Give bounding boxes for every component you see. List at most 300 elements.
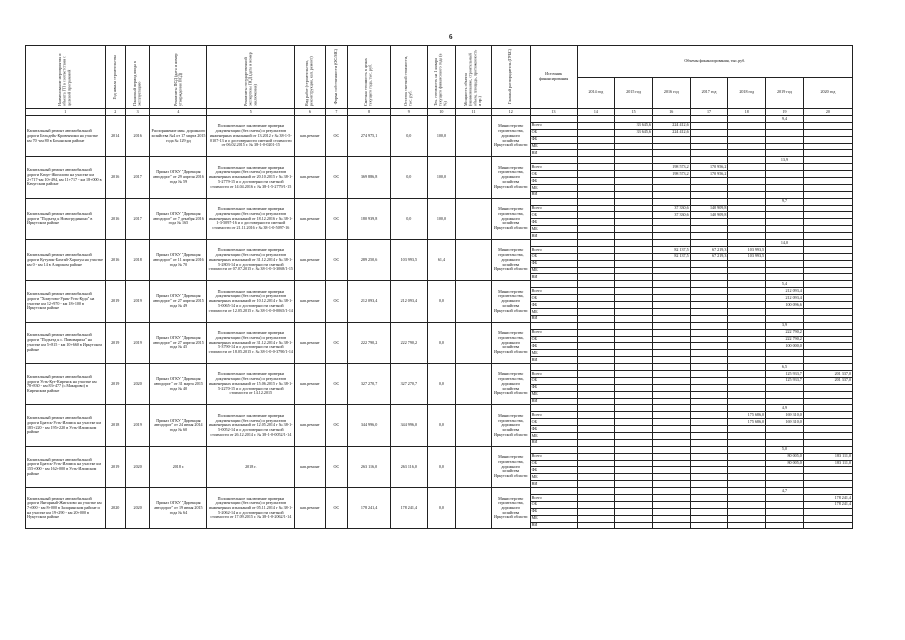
- funding-value: 183 111,0: [803, 460, 852, 467]
- expertise-details: Положительное заключение проверки документации (без сметы) и результатов инженерных изысканий от 10.12.2014 г № 38-1-5-0065-14 и о достоверности сметной стоимости от 12.05.2015 г. № 38-1-0-0-0065/1-14: [207, 281, 295, 322]
- funding-value: [728, 398, 766, 405]
- empty-cell: [690, 240, 728, 247]
- funding-source: МБ: [530, 184, 577, 191]
- funding-source: Всего: [530, 329, 577, 336]
- funding-value: [615, 260, 653, 267]
- funding-value: [615, 432, 653, 439]
- funding-value: [803, 178, 852, 185]
- funding-value: [615, 219, 653, 226]
- estimated-cost: 369 886,8: [348, 157, 391, 198]
- funding-value: 201 337,0: [803, 370, 852, 377]
- funding-source: ВИ: [530, 150, 577, 157]
- funding-value: [652, 178, 690, 185]
- remaining-cost: 263 116,0: [390, 446, 427, 487]
- funding-value: [690, 226, 728, 233]
- commission-year: 2016: [125, 116, 149, 157]
- funding-value: [766, 501, 804, 508]
- column-number: 20: [803, 109, 852, 116]
- readiness-percent: 0,0: [427, 488, 456, 529]
- readiness-percent: 100,0: [427, 116, 456, 157]
- funding-value: [766, 432, 804, 439]
- psd-details: 2018 г.: [150, 446, 207, 487]
- empty-cell: [577, 157, 615, 164]
- remaining-cost: 103 993,5: [390, 240, 427, 281]
- expertise-details: Положительное заключение проверки документации (без сметы) и результатов инженерных изысканий от 31.12.2014 г № 38-1-5-3790-14 и о достоверности сметной стоимости от 18.05.2015 г. № 38-1-0-0-3790/1-14: [207, 322, 295, 363]
- funding-value: [577, 219, 615, 226]
- source-spacer: [530, 157, 577, 164]
- header-ownership: Форма собственности (ОС/МС): [325, 46, 347, 109]
- funding-value: [728, 508, 766, 515]
- funding-value: [803, 136, 852, 143]
- ownership: ОС: [325, 157, 347, 198]
- source-spacer: [530, 116, 577, 123]
- funding-value: 103 993,5: [728, 253, 766, 260]
- commission-year: 2017: [125, 198, 149, 239]
- funding-value: [652, 481, 690, 488]
- funding-source: ВИ: [530, 522, 577, 529]
- funding-value: [615, 501, 653, 508]
- source-spacer: [530, 405, 577, 412]
- source-spacer: [530, 240, 577, 247]
- source-spacer: [530, 364, 577, 371]
- funding-value: [690, 384, 728, 391]
- estimated-cost: 344 996,0: [348, 405, 391, 446]
- funding-value: [615, 295, 653, 302]
- header-year: 2019 год: [766, 77, 804, 109]
- funding-value: [766, 233, 804, 240]
- table-row: [26, 157, 853, 164]
- funding-value: [615, 522, 653, 529]
- capacity: [456, 405, 492, 446]
- funding-value: 82 137,5: [652, 246, 690, 253]
- length-km: 5,0: [766, 446, 804, 453]
- funding-value: 170 956,2: [690, 171, 728, 178]
- header-grbs: Главный распорядитель (ГРБС): [491, 46, 530, 109]
- funding-value: [652, 398, 690, 405]
- start-year: 2019: [105, 364, 125, 405]
- funding-value: [728, 308, 766, 315]
- funding-value: [728, 515, 766, 522]
- funding-value: [690, 377, 728, 384]
- funding-value: [728, 384, 766, 391]
- funding-source: МБ: [530, 474, 577, 481]
- table-row: [26, 281, 853, 288]
- expertise-details: Положительное заключение проверки документации (без сметы) и результатов инженерных изысканий от 20.10.2015 г № 38-1-5-2779-15 и о достоверности сметной стоимости от 14.04.2016 г. № 38-1-5-2779/1-15: [207, 157, 295, 198]
- grbs: Министерство строительства, дорожного хозяйства Иркутской области: [491, 322, 530, 363]
- funding-value: [577, 226, 615, 233]
- funding-value: [690, 136, 728, 143]
- table-row: [26, 405, 853, 412]
- length-km: 4,9: [766, 405, 804, 412]
- funding-source: ВИ: [530, 357, 577, 364]
- funding-source: Всего: [530, 246, 577, 253]
- column-number: 4: [150, 109, 207, 116]
- funding-value: [690, 481, 728, 488]
- funding-value: [577, 253, 615, 260]
- empty-cell: [577, 405, 615, 412]
- funding-value: [690, 391, 728, 398]
- funding-value: [652, 460, 690, 467]
- funding-value: [766, 384, 804, 391]
- funding-value: 183 111,0: [803, 453, 852, 460]
- funding-value: [728, 432, 766, 439]
- empty-cell: [803, 281, 852, 288]
- funding-value: [766, 164, 804, 171]
- object-name: Капитальный ремонт автомобильной дороги Братск-Усть-Илимск на участке км 185+220 - км 195+220 в Усть-Илимском районе: [26, 405, 106, 446]
- empty-cell: [652, 405, 690, 412]
- funding-value: [652, 302, 690, 309]
- funding-source: ВИ: [530, 481, 577, 488]
- grbs: Министерство строительства, дорожного хозяйства Иркутской области: [491, 281, 530, 322]
- funding-value: [803, 171, 852, 178]
- work-type: кап.ремонт: [295, 157, 326, 198]
- funding-value: [652, 343, 690, 350]
- funding-value: [690, 308, 728, 315]
- length-km: 5,4: [766, 281, 804, 288]
- estimated-cost: 180 939,8: [348, 198, 391, 239]
- funding-value: [652, 267, 690, 274]
- estimated-cost: 289 250,6: [348, 240, 391, 281]
- table-row: [26, 198, 853, 205]
- empty-cell: [803, 405, 852, 412]
- column-number: 17: [690, 109, 728, 116]
- funding-value: [652, 184, 690, 191]
- empty-cell: [652, 198, 690, 205]
- column-number: 8: [348, 109, 391, 116]
- funding-value: [615, 274, 653, 281]
- funding-source: ВИ: [530, 315, 577, 322]
- funding-value: [652, 143, 690, 150]
- funding-value: 100 096,6: [766, 302, 804, 309]
- funding-value: [577, 212, 615, 219]
- funding-value: [803, 219, 852, 226]
- work-type: кап.ремонт: [295, 488, 326, 529]
- funding-value: [803, 515, 852, 522]
- funding-value: [766, 508, 804, 515]
- funding-value: [728, 184, 766, 191]
- empty-cell: [690, 446, 728, 453]
- funding-value: [615, 143, 653, 150]
- funding-value: [615, 136, 653, 143]
- funding-value: [728, 233, 766, 240]
- start-year: 2016: [105, 240, 125, 281]
- funding-value: [728, 274, 766, 281]
- funding-value: [690, 515, 728, 522]
- funding-value: [728, 426, 766, 433]
- funding-source: ФБ: [530, 508, 577, 515]
- funding-value: [615, 453, 653, 460]
- funding-value: [652, 432, 690, 439]
- column-number: 6: [295, 109, 326, 116]
- funding-value: [652, 439, 690, 446]
- funding-source: ОБ: [530, 171, 577, 178]
- funding-value: [652, 329, 690, 336]
- empty-cell: [690, 116, 728, 123]
- funding-value: [615, 481, 653, 488]
- object-name: Капитальный ремонт автомобильной дороги Кутулик-Бахтай-Харагун на участке км 0 - км 14 в Аларском районе: [26, 240, 106, 281]
- funding-value: [690, 474, 728, 481]
- funding-value: [803, 267, 852, 274]
- funding-value: [652, 391, 690, 398]
- expertise-details: Положительное заключение проверки документации (без сметы) и результатов инженерных изысканий от 31.12.2014 г № 38-1-5-2803-14 и о достоверности сметной стоимости от 07.07.2015 г. № 38-1-0-3-3068/1-15: [207, 240, 295, 281]
- funding-value: [766, 122, 804, 129]
- funding-source: ВИ: [530, 191, 577, 198]
- funding-value: [690, 267, 728, 274]
- funding-value: [766, 226, 804, 233]
- empty-cell: [803, 322, 852, 329]
- empty-cell: [577, 240, 615, 247]
- funding-value: [577, 522, 615, 529]
- funding-value: [577, 122, 615, 129]
- funding-value: [577, 412, 615, 419]
- funding-value: [615, 350, 653, 357]
- funding-value: [690, 150, 728, 157]
- empty-cell: [577, 198, 615, 205]
- funding-value: [690, 143, 728, 150]
- funding-value: 175 686,0: [728, 412, 766, 419]
- funding-value: [803, 150, 852, 157]
- funding-value: [577, 357, 615, 364]
- funding-source: Всего: [530, 453, 577, 460]
- funding-source: ВИ: [530, 233, 577, 240]
- funding-value: [728, 501, 766, 508]
- funding-value: [615, 494, 653, 501]
- column-number: 7: [325, 109, 347, 116]
- start-year: 2019: [105, 446, 125, 487]
- work-type: кап.ремонт: [295, 240, 326, 281]
- funding-value: [803, 302, 852, 309]
- funding-source: ФБ: [530, 426, 577, 433]
- funding-value: [690, 412, 728, 419]
- funding-value: [728, 439, 766, 446]
- length-km: 4,7: [766, 488, 804, 495]
- funding-value: [615, 233, 653, 240]
- header-psd-details: Реквизиты ПСД (дата и номер утверждения ПСД): [150, 46, 207, 109]
- empty-cell: [615, 240, 653, 247]
- funding-value: [690, 219, 728, 226]
- commission-year: 2020: [125, 446, 149, 487]
- funding-value: [652, 136, 690, 143]
- funding-value: [577, 315, 615, 322]
- empty-cell: [577, 446, 615, 453]
- empty-cell: [690, 322, 728, 329]
- funding-value: [690, 370, 728, 377]
- funding-source: МБ: [530, 226, 577, 233]
- header-commission-period: Плановый период ввода в эксплуатацию: [125, 46, 149, 109]
- funding-value: [728, 150, 766, 157]
- funding-source: Всего: [530, 494, 577, 501]
- funding-value: [690, 501, 728, 508]
- funding-value: [728, 205, 766, 212]
- funding-value: 82 137,5: [652, 253, 690, 260]
- length-km: 14,0: [766, 240, 804, 247]
- funding-value: [728, 212, 766, 219]
- funding-source: Всего: [530, 205, 577, 212]
- readiness-percent: 100,0: [427, 157, 456, 198]
- funding-value: [652, 377, 690, 384]
- object-name: Капитальный ремонт автомобильной дороги "Подъезд к Новогрудинино" в Иркутском районе: [26, 198, 106, 239]
- funding-value: [766, 515, 804, 522]
- funding-value: [615, 391, 653, 398]
- funding-value: [615, 164, 653, 171]
- ownership: ОС: [325, 405, 347, 446]
- empty-cell: [615, 446, 653, 453]
- header-year: 2014 год: [577, 77, 615, 109]
- empty-cell: [690, 364, 728, 371]
- funding-source: Всего: [530, 122, 577, 129]
- funding-value: [766, 398, 804, 405]
- funding-source: ОБ: [530, 212, 577, 219]
- funding-value: [652, 370, 690, 377]
- funding-value: [728, 219, 766, 226]
- funding-value: [652, 288, 690, 295]
- funding-value: [690, 453, 728, 460]
- funding-value: 178 241,4: [803, 494, 852, 501]
- empty-cell: [615, 198, 653, 205]
- expertise-details: Положительное заключение проверки документации (без сметы) и результатов инженерных изысканий от 18.12.2016 г № 38-1-1-3-5097-16 и о достоверности сметной стоимости от 21.11.2016 г № 38-1-0-5097-16: [207, 198, 295, 239]
- funding-value: [728, 343, 766, 350]
- table-row: [26, 488, 853, 495]
- funding-value: 198 573,2: [652, 171, 690, 178]
- funding-value: [577, 481, 615, 488]
- psd-details: Приказ ОГКУ "Дирекция автодорог" от 27 апреля 2015 года № 45: [150, 322, 207, 363]
- ownership: ОС: [325, 364, 347, 405]
- funding-value: [728, 136, 766, 143]
- funding-value: [728, 295, 766, 302]
- header-expertise-details: Реквизиты государственной экспертизы ПСД (дата и номер заключения): [207, 46, 295, 109]
- funding-value: [803, 308, 852, 315]
- funding-value: [577, 260, 615, 267]
- funding-value: 37 330,6: [652, 212, 690, 219]
- funding-value: 33 645,6: [615, 122, 653, 129]
- funding-value: 178 241,4: [803, 501, 852, 508]
- funding-value: [615, 178, 653, 185]
- funding-value: [803, 184, 852, 191]
- funding-value: [615, 377, 653, 384]
- header-year: 2017 год: [690, 77, 728, 109]
- funding-source: ФБ: [530, 260, 577, 267]
- ownership: ОС: [325, 281, 347, 322]
- funding-value: [577, 453, 615, 460]
- funding-value: [766, 191, 804, 198]
- readiness-percent: 61,4: [427, 240, 456, 281]
- funding-source: Всего: [530, 288, 577, 295]
- funding-value: [577, 136, 615, 143]
- funding-value: [690, 191, 728, 198]
- funding-value: [615, 302, 653, 309]
- funding-value: [766, 150, 804, 157]
- funding-value: [766, 426, 804, 433]
- funding-value: [803, 343, 852, 350]
- work-type: кап.ремонт: [295, 446, 326, 487]
- capacity: [456, 281, 492, 322]
- funding-value: [577, 191, 615, 198]
- funding-source: МБ: [530, 391, 577, 398]
- funding-value: [652, 350, 690, 357]
- start-year: 2018: [105, 405, 125, 446]
- funding-value: 222 790,2: [766, 336, 804, 343]
- funding-value: 140 909,8: [690, 212, 728, 219]
- commission-year: 2017: [125, 157, 149, 198]
- funding-value: [690, 288, 728, 295]
- column-number: 10: [427, 109, 456, 116]
- funding-source: ОБ: [530, 377, 577, 384]
- funding-value: [652, 508, 690, 515]
- funding-value: [652, 191, 690, 198]
- work-type: кап.ремонт: [295, 405, 326, 446]
- funding-value: [728, 350, 766, 357]
- funding-value: [690, 184, 728, 191]
- work-type: кап.ремонт: [295, 198, 326, 239]
- grbs: Министерство строительства, дорожного хозяйства Иркутской области: [491, 240, 530, 281]
- funding-value: [766, 315, 804, 322]
- empty-cell: [577, 116, 615, 123]
- capacity: [456, 364, 492, 405]
- capacity: [456, 116, 492, 157]
- funding-value: [690, 274, 728, 281]
- empty-cell: [728, 488, 766, 495]
- estimated-cost: 263 116,0: [348, 446, 391, 487]
- psd-details: Приказ ОГКУ "Дирекция автодорог" от 31 марта 2015 года № 40: [150, 364, 207, 405]
- funding-value: [615, 343, 653, 350]
- funding-value: [577, 474, 615, 481]
- funding-value: 224 412,6: [652, 129, 690, 136]
- funding-value: [615, 467, 653, 474]
- ownership: ОС: [325, 446, 347, 487]
- funding-value: 125 933,7: [766, 370, 804, 377]
- funding-value: [577, 178, 615, 185]
- column-number: 14: [577, 109, 615, 116]
- capacity: [456, 157, 492, 198]
- funding-value: [615, 357, 653, 364]
- funding-value: [766, 184, 804, 191]
- empty-cell: [577, 364, 615, 371]
- empty-cell: [803, 446, 852, 453]
- funding-value: [577, 343, 615, 350]
- funding-value: [690, 122, 728, 129]
- funding-value: [766, 357, 804, 364]
- remaining-cost: 222 790,2: [390, 322, 427, 363]
- funding-value: [728, 302, 766, 309]
- funding-value: [652, 226, 690, 233]
- empty-cell: [690, 488, 728, 495]
- funding-value: [803, 164, 852, 171]
- funding-value: [728, 453, 766, 460]
- empty-cell: [652, 116, 690, 123]
- work-type: кап.ремонт: [295, 116, 326, 157]
- capacity: [456, 322, 492, 363]
- empty-cell: [728, 157, 766, 164]
- column-number: 13: [530, 109, 577, 116]
- empty-cell: [652, 157, 690, 164]
- length-km: 3,9: [766, 322, 804, 329]
- funding-value: [652, 467, 690, 474]
- empty-cell: [690, 405, 728, 412]
- remaining-cost: 327 270,7: [390, 364, 427, 405]
- commission-year: 2018: [125, 240, 149, 281]
- funding-source: ФБ: [530, 178, 577, 185]
- funding-value: [615, 191, 653, 198]
- funding-value: [577, 171, 615, 178]
- funding-value: [803, 253, 852, 260]
- funding-value: [690, 329, 728, 336]
- header-year: 2020 год: [803, 77, 852, 109]
- funding-source: МБ: [530, 308, 577, 315]
- funding-value: [766, 274, 804, 281]
- funding-value: [577, 439, 615, 446]
- funding-value: [803, 419, 852, 426]
- funding-source: ОБ: [530, 501, 577, 508]
